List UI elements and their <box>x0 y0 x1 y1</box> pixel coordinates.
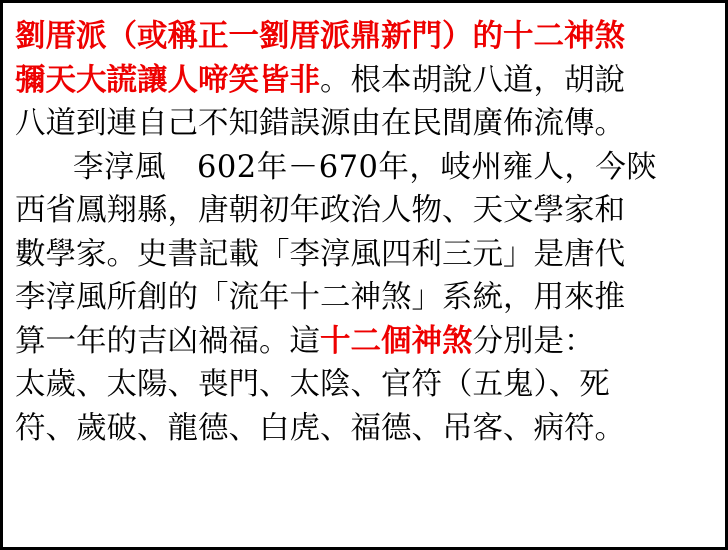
text-line-2-black: 。根本胡說八道，胡說 <box>320 62 625 98</box>
text-line-4-black: 李淳風 602年－670年，岐州雍人，今陝 <box>73 149 658 185</box>
text-line-7-black: 李淳風所創的「流年十二神煞」系統，用來推 <box>15 280 625 315</box>
text-line-6-black: 數學家。史書記載「李淳風四利三元」是唐代 <box>15 236 625 272</box>
text-line-8-red: 十二個神煞 <box>320 322 473 359</box>
text-line-3 <box>15 102 715 146</box>
text-line-10-black: 符、歲破、龍德、白虎、福德、吊客、病符。 <box>15 410 625 446</box>
text-line-5 <box>15 189 715 233</box>
document-text-body <box>3 3 725 450</box>
text-line-9 <box>15 363 715 407</box>
text-line-4 <box>15 146 715 190</box>
text-line-2 <box>15 59 715 103</box>
text-line-7 <box>15 276 715 320</box>
paragraph-1 <box>15 15 715 146</box>
text-line-9-black: 太歲、太陽、喪門、太陰、官符（五鬼）、死 <box>15 367 610 402</box>
text-line-8-black-a: 算一年的吉凶禍福。這 <box>15 323 320 359</box>
text-line-8 <box>15 320 715 364</box>
text-line-1 <box>15 15 715 59</box>
text-line-5-black: 西省鳳翔縣，唐朝初年政治人物、天文學家和 <box>15 193 625 228</box>
text-line-8-black-b: 分別是： <box>472 323 595 359</box>
text-line-6 <box>15 233 715 277</box>
paragraph-2 <box>15 146 715 451</box>
text-line-2-red: 彌天大謊讓人啼笑皆非 <box>15 61 320 98</box>
text-line-3-black: 八道到連自己不知錯誤源由在民間廣佈流傳。 <box>15 106 625 141</box>
text-line-1-red: 劉厝派（或稱正一劉厝派鼎新門）的十二神煞 <box>15 18 625 54</box>
text-line-10 <box>15 407 715 451</box>
